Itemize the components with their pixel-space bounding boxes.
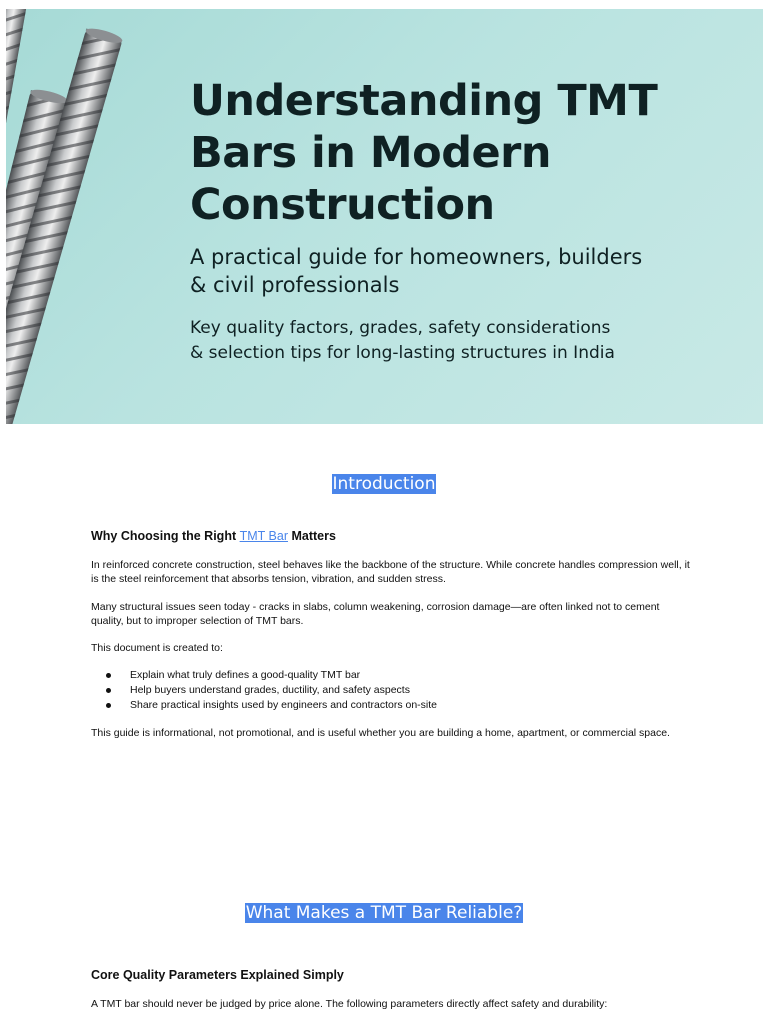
intro-paragraph: This document is created to: — [91, 642, 223, 654]
reliable-heading — [0, 902, 768, 924]
intro-paragraph: Many structural issues seen today - cracks in slabs, column weakening, corrosion damage—are often linked not to cement quality, but to improper selection of TMT bars. — [91, 601, 660, 627]
hero-tagline-line: Key quality factors, grades, safety considerations — [190, 318, 611, 338]
hero-title — [190, 75, 750, 231]
reliable-paragraph: A TMT bar should never be judged by price alone. The following parameters directly affect safety and durability: — [91, 998, 608, 1010]
hero-title-line: Construction — [190, 180, 495, 230]
list-item: Help buyers understand grades, ductility, and safety aspects — [91, 683, 691, 698]
intro-subheading-before: Why Choosing the Right — [91, 529, 240, 543]
introduction-heading-text: Introduction — [332, 474, 436, 494]
reliable-section — [91, 967, 691, 1011]
reliable-heading-text: What Makes a TMT Bar Reliable? — [245, 903, 523, 923]
reliable-subheading: Core Quality Parameters Explained Simply — [91, 968, 344, 982]
hero-subtitle-line: & civil professionals — [190, 273, 400, 297]
hero-banner — [6, 9, 763, 424]
hero-title-line: Bars in Modern — [190, 128, 551, 178]
intro-paragraph: This guide is informational, not promotional, and is useful whether you are building a home, apartment, or commercial space. — [91, 727, 670, 739]
intro-subheading — [91, 528, 691, 544]
hero-subtitle-line: A practical guide for homeowners, builders — [190, 245, 643, 269]
tmt-bar-link[interactable]: TMT Bar — [239, 529, 288, 543]
tmt-rebar-illustration — [6, 9, 146, 424]
hero-tagline-line: & selection tips for long-lasting structures in India — [190, 343, 615, 363]
intro-subheading-after: Matters — [287, 529, 336, 543]
list-item: Explain what truly defines a good-quality TMT bar — [91, 668, 691, 683]
intro-paragraph: In reinforced concrete construction, steel behaves like the backbone of the structure. While concrete handles compression well, it is the steel reinforcement that absorbs tension, vibration, and sudden stress. — [91, 559, 690, 585]
hero-title-line: Understanding TMT — [190, 76, 658, 126]
hero-tagline — [190, 316, 750, 366]
intro-bullet-list — [91, 668, 691, 713]
introduction-section — [91, 528, 691, 740]
hero-text — [190, 75, 750, 366]
introduction-heading — [0, 473, 768, 495]
list-item: Share practical insights used by engineers and contractors on-site — [91, 698, 691, 713]
hero-subtitle — [190, 243, 750, 299]
